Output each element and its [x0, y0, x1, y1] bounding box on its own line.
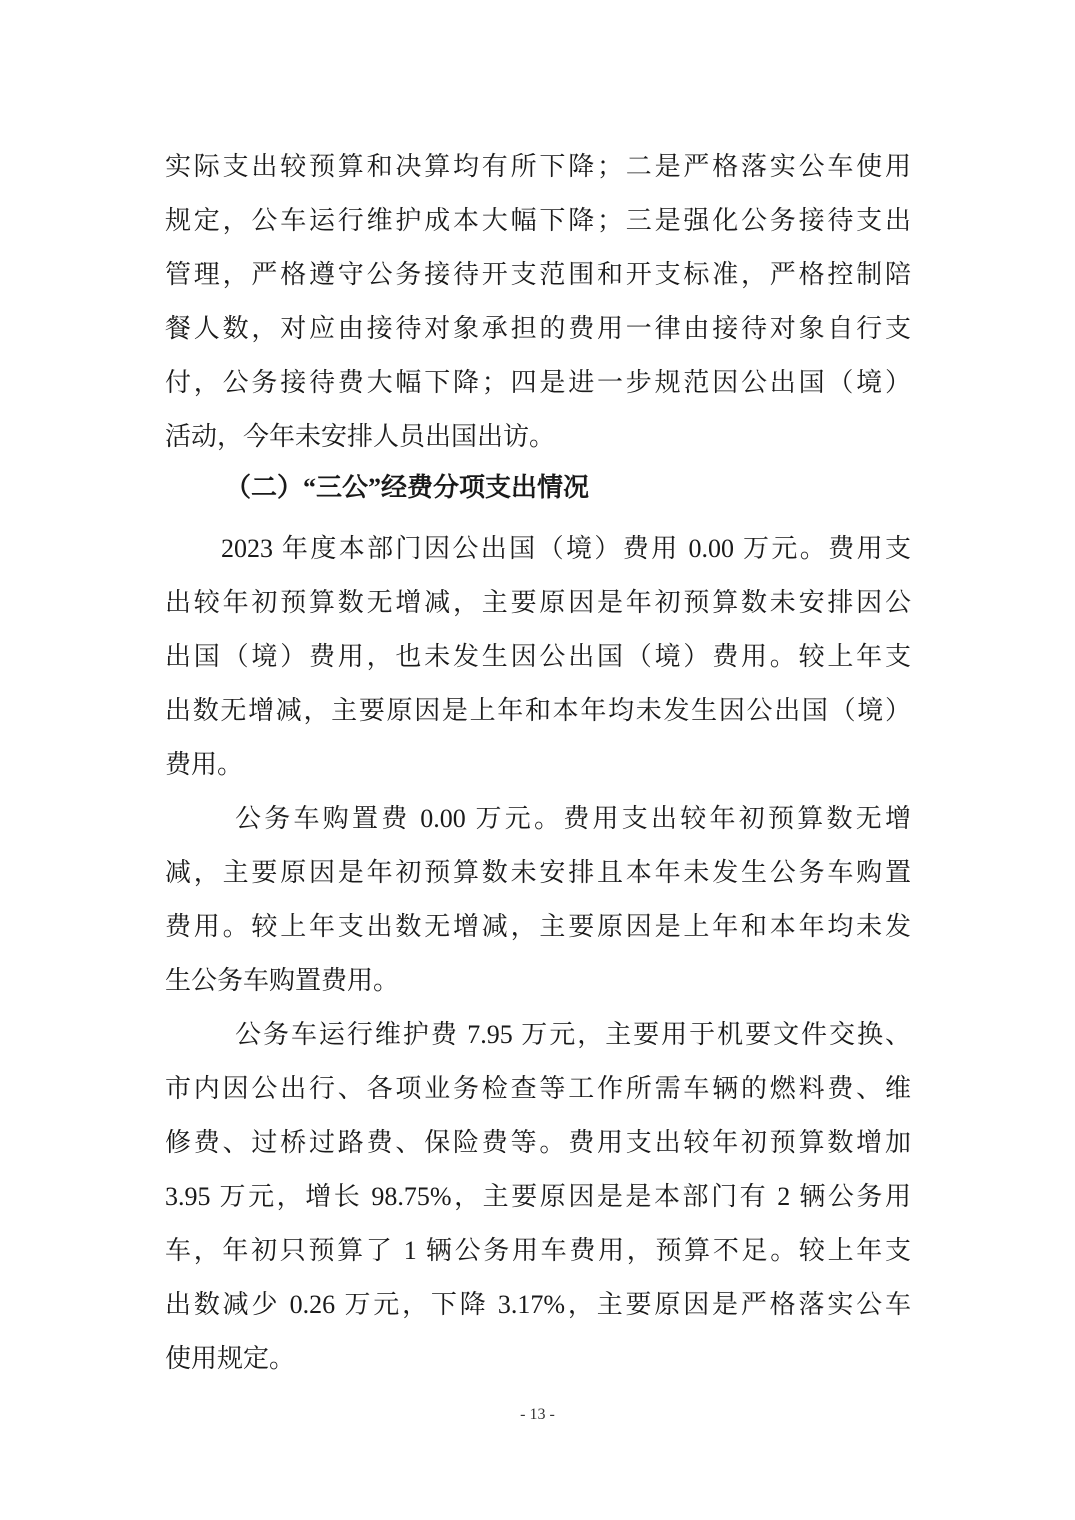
paragraph: [165, 1008, 911, 1386]
text-line: 付，公务接待费大幅下降；四是进一步规范因公出国（境）: [165, 368, 911, 397]
text-line: 活动，今年未安排人员出国出访。: [165, 422, 556, 451]
section-heading: （二）“三公”经费分项支出情况: [225, 473, 590, 502]
document-body: [165, 140, 911, 1386]
text-line: 费用。较上年支出数无增减，主要原因是上年和本年均未发: [165, 912, 911, 941]
text-line: 市内因公出行、各项业务检查等工作所需车辆的燃料费、维: [165, 1074, 911, 1103]
text-line: 2023 年度本部门因公出国（境）费用 0.00 万元。费用支: [221, 534, 911, 563]
text-line: 车，年初只预算了 1 辆公务用车费用，预算不足。较上年支: [165, 1236, 911, 1265]
text-line: 管理，严格遵守公务接待开支范围和开支标准，严格控制陪: [165, 260, 911, 289]
text-line: 3.95 万元，增长 98.75%，主要原因是是本部门有 2 辆公务用: [165, 1182, 911, 1211]
text-line: 使用规定。: [165, 1344, 296, 1373]
text-line: 减，主要原因是年初预算数未安排且本年未发生公务车购置: [165, 858, 911, 887]
text-line: 实际支出较预算和决算均有所下降；二是严格落实公车使用: [165, 152, 911, 181]
text-line: 规定，公车运行维护成本大幅下降；三是强化公务接待支出: [165, 206, 911, 235]
text-line: 生公务车购置费用。: [165, 966, 400, 995]
paragraph: [165, 792, 911, 1008]
text-line: 出数减少 0.26 万元，下降 3.17%，主要原因是严格落实公车: [165, 1290, 911, 1319]
text-line: 费用。: [165, 750, 244, 779]
text-line: 餐人数，对应由接待对象承担的费用一律由接待对象自行支: [165, 314, 911, 343]
page-number: - 13 -: [520, 1406, 555, 1423]
text-line: 出数无增减，主要原因是上年和本年均未发生因公出国（境）: [165, 696, 911, 725]
text-line: 修费、过桥过路费、保险费等。费用支出较年初预算数增加: [165, 1128, 911, 1157]
text-line: 公务车购置费 0.00 万元。费用支出较年初预算数无增: [235, 804, 911, 833]
text-line: 公务车运行维护费 7.95 万元，主要用于机要文件交换、: [235, 1020, 911, 1049]
paragraph: [165, 140, 911, 464]
text-line: 出国（境）费用，也未发生因公出国（境）费用。较上年支: [165, 642, 911, 671]
paragraph: [165, 522, 911, 792]
text-line: 出较年初预算数无增减，主要原因是年初预算数未安排因公: [165, 588, 911, 617]
